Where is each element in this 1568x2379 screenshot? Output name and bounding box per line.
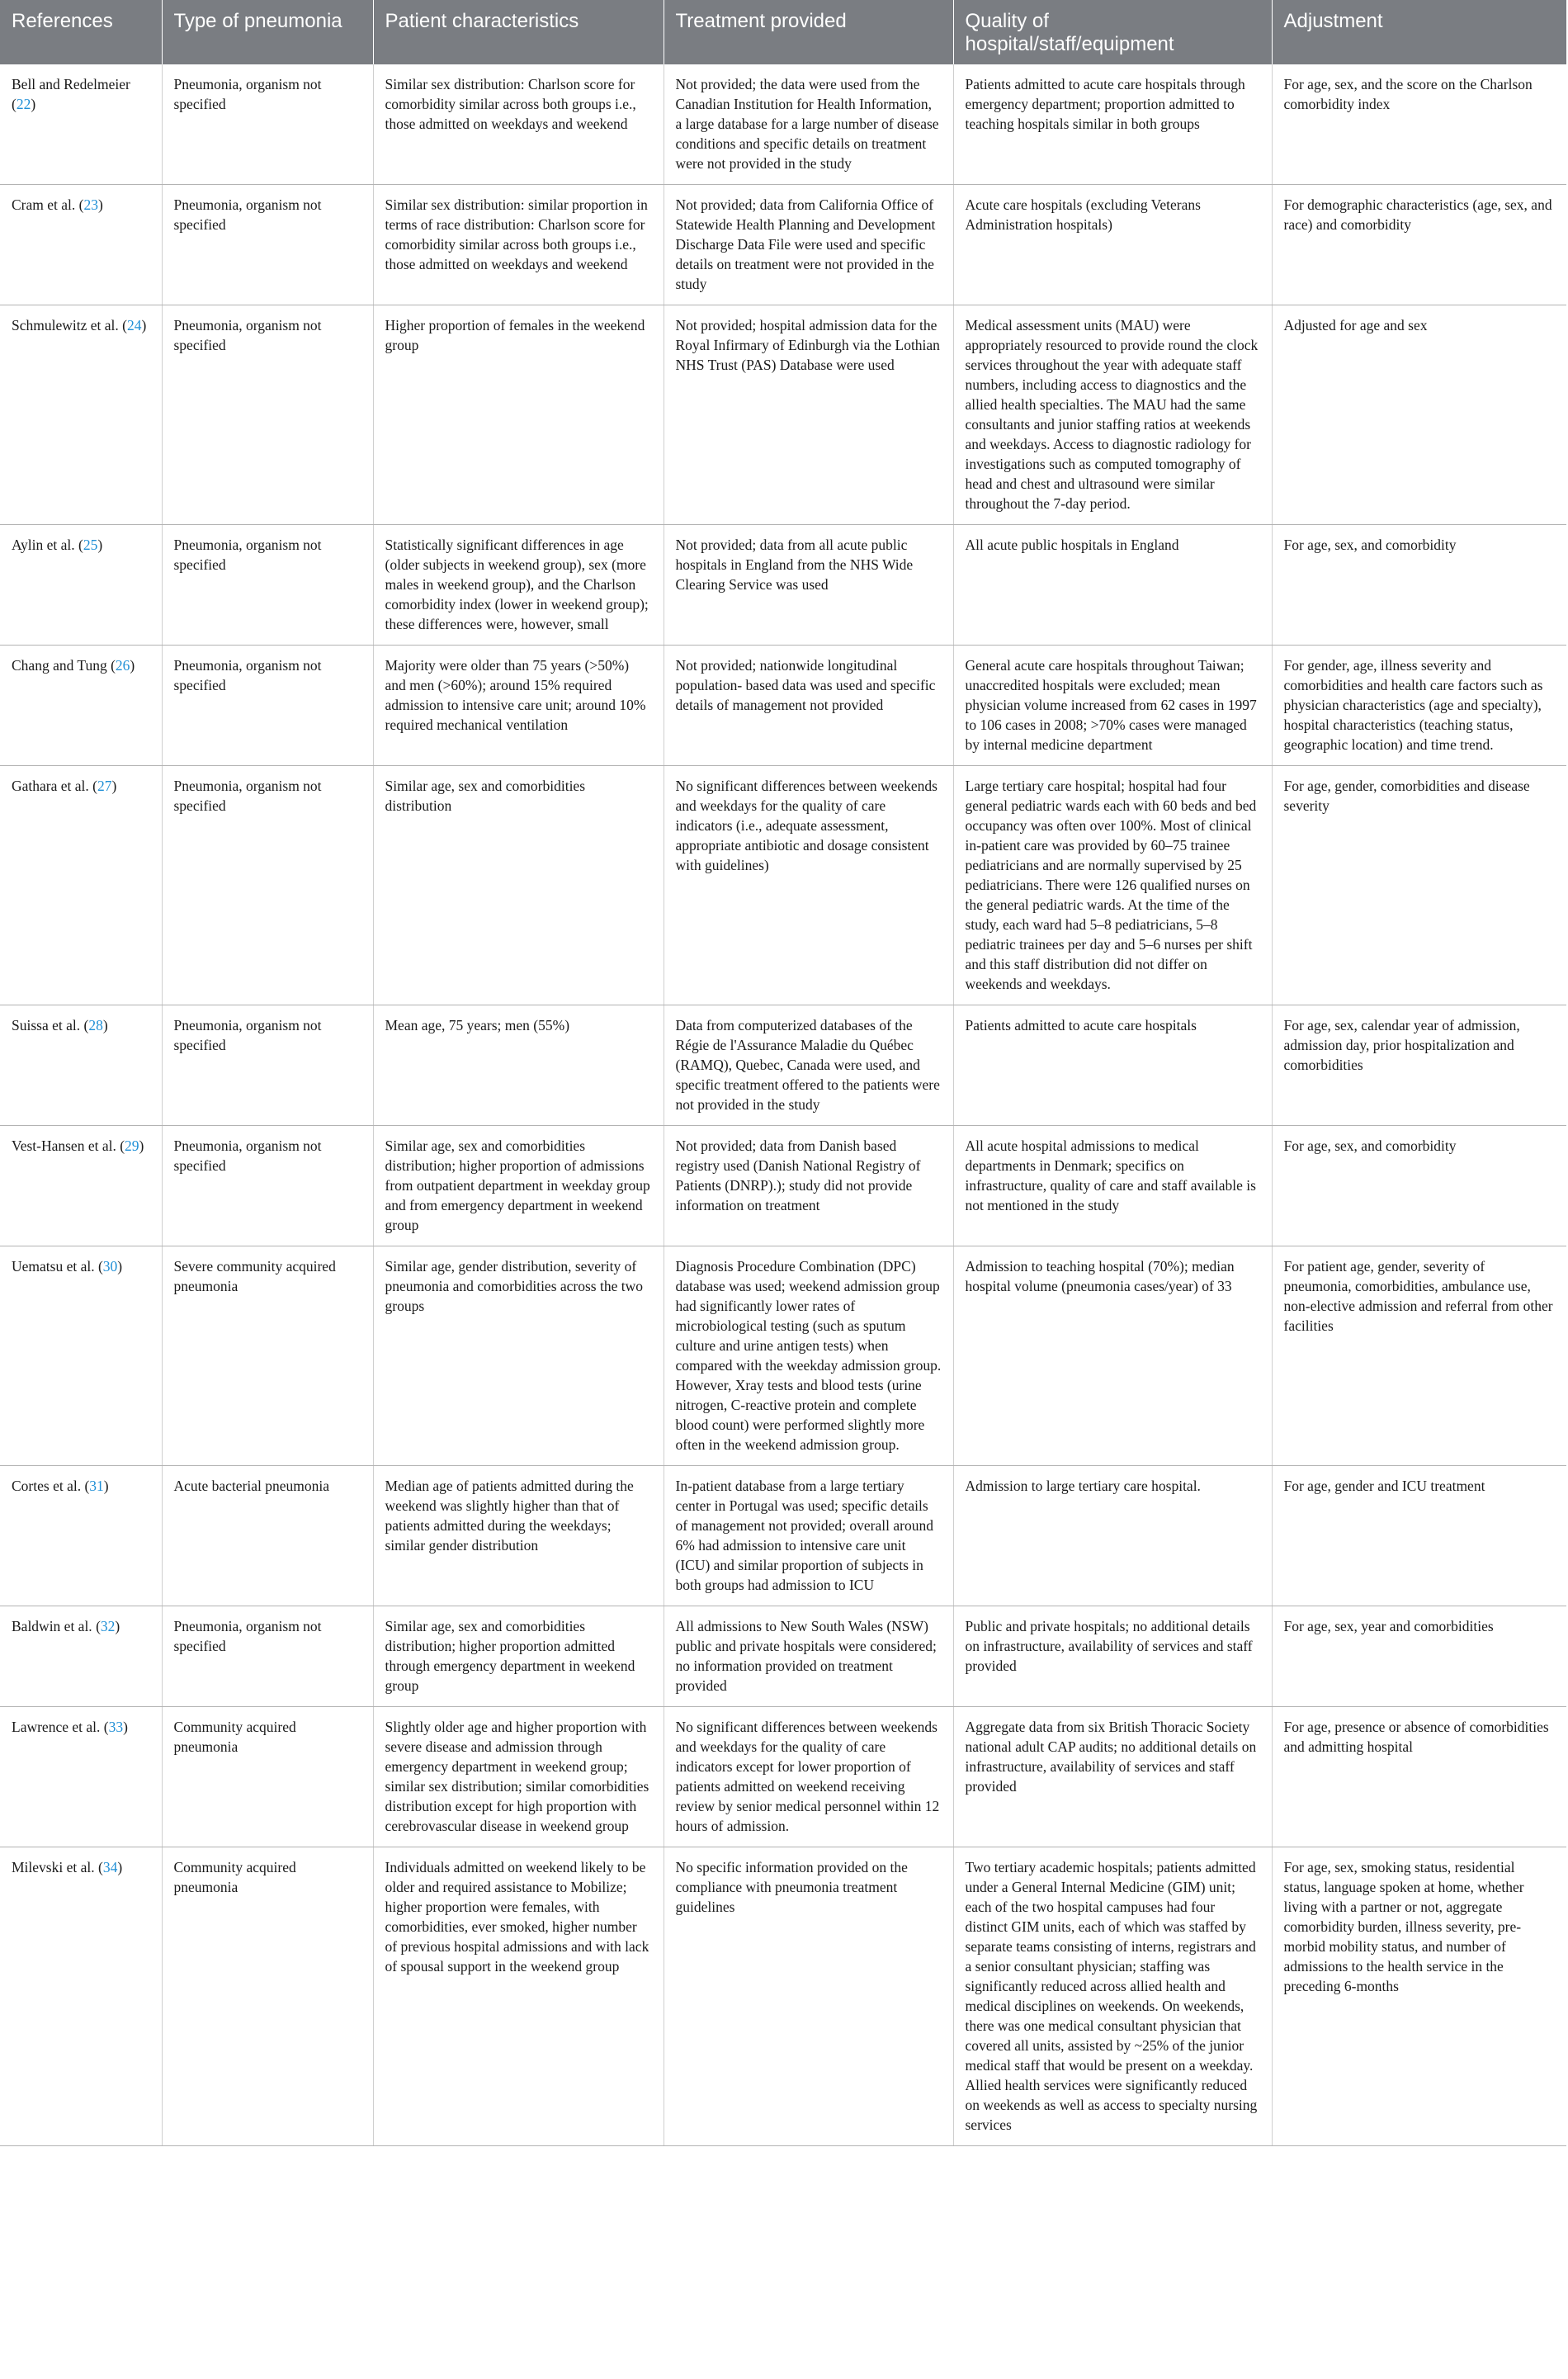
cell-adjustment: For demographic characteristics (age, sex, and race) and comorbidity [1272, 185, 1566, 305]
cell-patient-characteristics: Individuals admitted on weekend likely to be older and required assistance to Mobilize; higher proportion were females, with comorbidities, ever smoked, higher number of previous hospital admissions and with lack of spousal support in the weekend group [373, 1847, 664, 2146]
col-header-type-of-pneumonia: Type of pneumonia [162, 0, 373, 64]
table-row [0, 1005, 1566, 1126]
cell-reference: Uematsu et al. (30) [0, 1246, 162, 1466]
table-row [0, 185, 1566, 305]
reference-author: Lawrence et al. [12, 1719, 101, 1735]
cell-treatment-provided: Not provided; data from all acute public hospitals in England from the NHS Wide Clearing Service was used [664, 525, 953, 646]
cell-quality: All acute public hospitals in England [953, 525, 1272, 646]
cell-reference: Gathara et al. (27) [0, 766, 162, 1005]
reference-citation-link[interactable]: 22 [16, 96, 31, 112]
reference-author: Milevski et al. [12, 1859, 95, 1875]
cell-patient-characteristics: Similar sex distribution: Charlson score for comorbidity similar across both groups i.e., those admitted on weekdays and weekend [373, 64, 664, 185]
cell-adjustment: For age, sex, and comorbidity [1272, 525, 1566, 646]
cell-treatment-provided: Data from computerized databases of the Régie de l'Assurance Maladie du Québec (RAMQ), Quebec, Canada were used, and specific treatment offered to the patients were not provided in the study [664, 1005, 953, 1126]
reference-author: Uematsu et al. [12, 1258, 95, 1275]
cell-type-of-pneumonia: Pneumonia, organism not specified [162, 305, 373, 525]
cell-type-of-pneumonia: Community acquired pneumonia [162, 1707, 373, 1847]
cell-treatment-provided: Not provided; data from Danish based registry used (Danish National Registry of Patients (DNRP).); study did not provide information on treatment [664, 1126, 953, 1246]
cell-treatment-provided: Not provided; data from California Office of Statewide Health Planning and Development Discharge Data File were used and specific details on treatment were not provided in the study [664, 185, 953, 305]
cell-type-of-pneumonia: Pneumonia, organism not specified [162, 1606, 373, 1707]
cell-adjustment: Adjusted for age and sex [1272, 305, 1566, 525]
cell-treatment-provided: Not provided; nationwide longitudinal population- based data was used and specific details of management not provided [664, 646, 953, 766]
cell-treatment-provided: Diagnosis Procedure Combination (DPC) database was used; weekend admission group had significantly lower rates of microbiological testing (such as sputum culture and urine antigen tests) when compared with the weekday admission group. However, Xray tests and blood tests (urine nitrogen, C-reactive protein and complete blood count) were performed slightly more often in the weekend admission group. [664, 1246, 953, 1466]
cell-type-of-pneumonia: Pneumonia, organism not specified [162, 64, 373, 185]
cell-type-of-pneumonia: Pneumonia, organism not specified [162, 1126, 373, 1246]
cell-reference: Milevski et al. (34) [0, 1847, 162, 2146]
reference-citation-link[interactable]: 33 [108, 1719, 124, 1735]
cell-patient-characteristics: Mean age, 75 years; men (55%) [373, 1005, 664, 1126]
reference-citation-link[interactable]: 26 [115, 657, 130, 674]
cell-quality: Public and private hospitals; no additional details on infrastructure, availability of services and staff provided [953, 1606, 1272, 1707]
reference-author: Gathara et al. [12, 778, 89, 794]
table-header [0, 0, 1566, 64]
cell-treatment-provided: In-patient database from a large tertiary center in Portugal was used; specific details of management not provided; overall around 6% had admission to intensive care unit (ICU) and similar proportion of subjects in both groups had admission to ICU [664, 1466, 953, 1606]
table-row [0, 766, 1566, 1005]
cell-adjustment: For age, sex, year and comorbidities [1272, 1606, 1566, 1707]
reference-citation-link[interactable]: 24 [126, 317, 142, 333]
cell-quality: Patients admitted to acute care hospitals through emergency department; proportion admitted to teaching hospitals similar in both groups [953, 64, 1272, 185]
cell-reference: Schmulewitz et al. (24) [0, 305, 162, 525]
cell-patient-characteristics: Similar age, gender distribution, severity of pneumonia and comorbidities across the two groups [373, 1246, 664, 1466]
table-row [0, 1126, 1566, 1246]
cell-reference: Vest-Hansen et al. (29) [0, 1126, 162, 1246]
table-body [0, 64, 1566, 2146]
cell-treatment-provided: Not provided; the data were used from the Canadian Institution for Health Information, a large database for a large number of disease conditions and specific details on treatment were not provided in the study [664, 64, 953, 185]
reference-author: Cram et al. [12, 196, 76, 213]
reference-author: Aylin et al. [12, 537, 75, 553]
cell-quality: General acute care hospitals throughout Taiwan; unaccredited hospitals were excluded; mean physician volume increased from 62 cases in 1997 to 106 cases in 2008; >70% cases were managed by internal medicine department [953, 646, 1272, 766]
cell-type-of-pneumonia: Pneumonia, organism not specified [162, 185, 373, 305]
cell-adjustment: For age, sex, and the score on the Charlson comorbidity index [1272, 64, 1566, 185]
cell-quality: Medical assessment units (MAU) were appropriately resourced to provide round the clock services throughout the year with adequate staff numbers, including access to diagnostics and the allied health specialties. The MAU had the same consultants and junior staffing ratios at weekends and weekdays. Access to diagnostic radiology for investigations such as computed tomography of head and chest and ultrasound were similar throughout the 7-day period. [953, 305, 1272, 525]
cell-patient-characteristics: Higher proportion of females in the weekend group [373, 305, 664, 525]
col-header-quality: Quality of hospital/staff/equipment [953, 0, 1272, 64]
table-row [0, 305, 1566, 525]
col-header-references: References [0, 0, 162, 64]
cell-reference: Bell and Redelmeier (22) [0, 64, 162, 185]
reference-author: Suissa et al. [12, 1017, 81, 1033]
reference-author: Vest-Hansen et al. [12, 1137, 116, 1154]
cell-quality: All acute hospital admissions to medical departments in Denmark; specifics on infrastructure, quality of care and staff available is not mentioned in the study [953, 1126, 1272, 1246]
cell-type-of-pneumonia: Pneumonia, organism not specified [162, 766, 373, 1005]
cell-adjustment: For age, gender, comorbidities and disease severity [1272, 766, 1566, 1005]
reference-citation-link[interactable]: 28 [88, 1017, 103, 1033]
cell-quality: Aggregate data from six British Thoracic Society national adult CAP audits; no additional details on infrastructure, availability of services and staff provided [953, 1707, 1272, 1847]
reference-author: Cortes et al. [12, 1478, 82, 1494]
cell-reference: Baldwin et al. (32) [0, 1606, 162, 1707]
reference-author: Baldwin et al. [12, 1618, 92, 1634]
reference-citation-link[interactable]: 29 [125, 1137, 139, 1154]
cell-reference: Aylin et al. (25) [0, 525, 162, 646]
cell-patient-characteristics: Similar age, sex and comorbidities distribution; higher proportion admitted through emergency department in weekend group [373, 1606, 664, 1707]
cell-treatment-provided: No significant differences between weekends and weekdays for the quality of care indicators except for lower proportion of patients admitted on weekend receiving review by senior medical personnel within 12 hours of admission. [664, 1707, 953, 1847]
cell-type-of-pneumonia: Pneumonia, organism not specified [162, 525, 373, 646]
cell-reference: Suissa et al. (28) [0, 1005, 162, 1126]
cell-adjustment: For patient age, gender, severity of pneumonia, comorbidities, ambulance use, non-elective admission and referral from other facilities [1272, 1246, 1566, 1466]
cell-reference: Cortes et al. (31) [0, 1466, 162, 1606]
col-header-adjustment: Adjustment [1272, 0, 1566, 64]
cell-patient-characteristics: Statistically significant differences in age (older subjects in weekend group), sex (more males in weekend group), and the Charlson comorbidity index (lower in weekend group); these differences were, however, small [373, 525, 664, 646]
reference-citation-link[interactable]: 23 [83, 196, 98, 213]
cell-type-of-pneumonia: Pneumonia, organism not specified [162, 1005, 373, 1126]
cell-patient-characteristics: Similar age, sex and comorbidities distribution; higher proportion of admissions from outpatient department in weekday group and from emergency department in weekend group [373, 1126, 664, 1246]
cell-adjustment: For age, sex, smoking status, residential status, language spoken at home, whether living with a partner or not, aggregate comorbidity burden, illness severity, pre-morbid mobility status, and number of admissions to the health service in the preceding 6-months [1272, 1847, 1566, 2146]
cell-treatment-provided: No specific information provided on the compliance with pneumonia treatment guidelines [664, 1847, 953, 2146]
col-header-treatment-provided: Treatment provided [664, 0, 953, 64]
cell-quality: Large tertiary care hospital; hospital had four general pediatric wards each with 60 beds and bed occupancy was often over 100%. Most of clinical in-patient care was provided by 60–75 trainee pediatricians and are normally supervised by 25 pediatricians. There were 126 qualified nurses on the general pediatric wards. At the time of the study, each ward had 5–8 pediatricians, 5–8 pediatric trainees per day and 5–6 nurses per shift and this staff distribution did not differ on weekends and weekdays. [953, 766, 1272, 1005]
cell-type-of-pneumonia: Pneumonia, organism not specified [162, 646, 373, 766]
cell-type-of-pneumonia: Severe community acquired pneumonia [162, 1246, 373, 1466]
cell-quality: Acute care hospitals (excluding Veterans Administration hospitals) [953, 185, 1272, 305]
table-row [0, 64, 1566, 185]
cell-treatment-provided: No significant differences between weekends and weekdays for the quality of care indicators (i.e., adequate assessment, appropriate antibiotic and dosage consistent with guidelines) [664, 766, 953, 1005]
cell-adjustment: For gender, age, illness severity and comorbidities and health care factors such as physician characteristics (age and specialty), hospital characteristics (teaching status, geographic location) and time trend. [1272, 646, 1566, 766]
table-row [0, 1847, 1566, 2146]
header-row [0, 0, 1566, 64]
cell-type-of-pneumonia: Acute bacterial pneumonia [162, 1466, 373, 1606]
cell-adjustment: For age, presence or absence of comorbidities and admitting hospital [1272, 1707, 1566, 1847]
cell-reference: Lawrence et al. (33) [0, 1707, 162, 1847]
reference-citation-link[interactable]: 27 [97, 778, 112, 794]
table-row [0, 1707, 1566, 1847]
cell-patient-characteristics: Similar sex distribution: similar proportion in terms of race distribution: Charlson score for comorbidity similar across both groups i.e., those admitted on weekdays and weekend [373, 185, 664, 305]
reference-citation-link[interactable]: 25 [83, 537, 98, 553]
reference-citation-link[interactable]: 34 [102, 1859, 118, 1875]
cell-treatment-provided: Not provided; hospital admission data for the Royal Infirmary of Edinburgh via the Lothian NHS Trust (PAS) Database were used [664, 305, 953, 525]
table-row [0, 1606, 1566, 1707]
table-row [0, 525, 1566, 646]
cell-patient-characteristics: Slightly older age and higher proportion with severe disease and admission through emergency department in weekend group; similar sex distribution; similar comorbidities distribution except for high proportion with cerebrovascular disease in weekend group [373, 1707, 664, 1847]
cell-reference: Chang and Tung (26) [0, 646, 162, 766]
cell-adjustment: For age, sex, and comorbidity [1272, 1126, 1566, 1246]
cell-adjustment: For age, gender and ICU treatment [1272, 1466, 1566, 1606]
reference-author: Schmulewitz et al. [12, 317, 119, 333]
cell-quality: Patients admitted to acute care hospitals [953, 1005, 1272, 1126]
cell-type-of-pneumonia: Community acquired pneumonia [162, 1847, 373, 2146]
cell-reference: Cram et al. (23) [0, 185, 162, 305]
col-header-patient-characteristics: Patient characteristics [373, 0, 664, 64]
cell-patient-characteristics: Similar age, sex and comorbidities distribution [373, 766, 664, 1005]
table-row [0, 1466, 1566, 1606]
table-row [0, 1246, 1566, 1466]
cell-quality: Two tertiary academic hospitals; patients admitted under a General Internal Medicine (GIM) unit; each of the two hospital campuses had four distinct GIM units, each of which was staffed by separate teams consisting of interns, registrars and a senior consultant physician; staffing was significantly reduced across allied health and medical disciplines on weekends. On weekends, there was one medical consultant physician that covered all units, assisted by ~25% of the junior medical staff that would be present on a weekday. Allied health services were significantly reduced on weekends as well as access to specialty nursing services [953, 1847, 1272, 2146]
cell-adjustment: For age, sex, calendar year of admission, admission day, prior hospitalization and comorbidities [1272, 1005, 1566, 1126]
cell-patient-characteristics: Majority were older than 75 years (>50%) and men (>60%); around 15% required admission to intensive care unit; around 10% required mechanical ventilation [373, 646, 664, 766]
cell-quality: Admission to teaching hospital (70%); median hospital volume (pneumonia cases/year) of 33 [953, 1246, 1272, 1466]
cell-quality: Admission to large tertiary care hospital. [953, 1466, 1272, 1606]
reference-author: Chang and Tung [12, 657, 107, 674]
reference-citation-link[interactable]: 30 [102, 1258, 118, 1275]
reference-citation-link[interactable]: 32 [100, 1618, 116, 1634]
reference-author: Bell and Redelmeier [12, 76, 130, 92]
cell-treatment-provided: All admissions to New South Wales (NSW) public and private hospitals were considered; no information provided on treatment provided [664, 1606, 953, 1707]
reference-citation-link[interactable]: 31 [89, 1478, 104, 1494]
table-row [0, 646, 1566, 766]
cell-patient-characteristics: Median age of patients admitted during the weekend was slightly higher than that of patients admitted during the weekdays; similar gender distribution [373, 1466, 664, 1606]
